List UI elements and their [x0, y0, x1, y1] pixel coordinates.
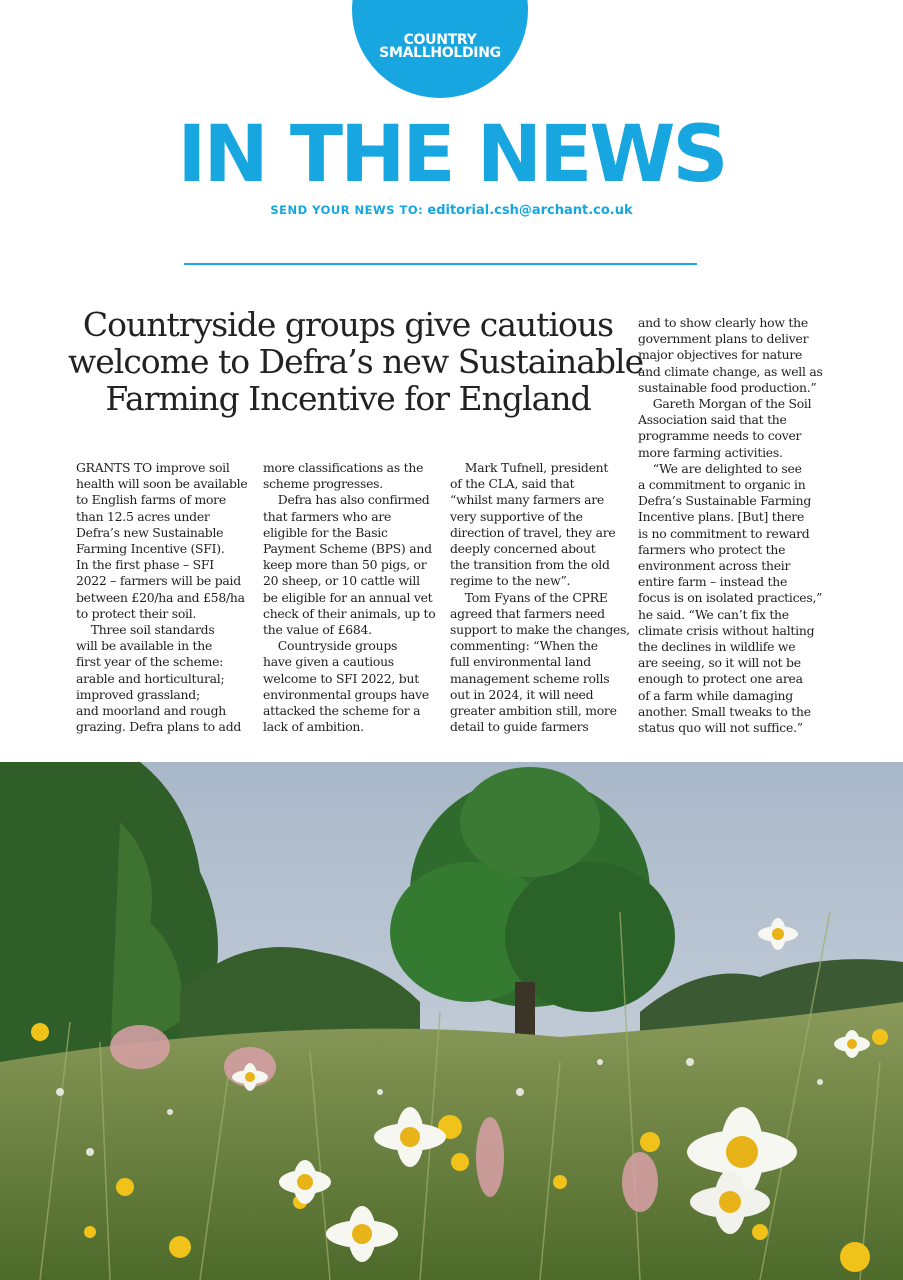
article-line: direction of travel, they are — [450, 524, 616, 540]
article-line: more classifications as the — [263, 460, 424, 475]
article-line: climate crisis without halting — [638, 622, 815, 638]
article-line: scheme progresses. — [263, 476, 383, 492]
article-line: check of their animals, up to — [263, 605, 436, 621]
article-line: focus is on isolated practices,” — [638, 590, 823, 606]
article-line: of a farm while damaging — [638, 687, 793, 703]
article-line: to English farms of more — [76, 492, 226, 508]
section-title: IN THE NEWS — [177, 110, 726, 200]
article-line: detail to guide farmers — [450, 719, 589, 735]
article-line: “We are delighted to see — [638, 460, 802, 476]
article-line: keep more than 50 pigs, or — [263, 557, 427, 573]
article-line: to protect their soil. — [76, 605, 197, 621]
article-line: Association said that the — [638, 412, 787, 428]
article-line: farmers who protect the — [638, 541, 786, 557]
article-line: programme needs to cover — [638, 428, 802, 444]
article-line: arable and horticultural; — [76, 670, 225, 686]
article-line: that farmers who are — [263, 508, 392, 524]
article-line: full environmental land — [450, 654, 591, 670]
brand-line-2: SMALLHOLDING — [379, 45, 501, 61]
article-column-4 — [638, 315, 823, 736]
article-column-3 — [450, 460, 630, 735]
article-line: than 12.5 acres under — [76, 508, 210, 524]
article-line: Three soil standards — [76, 622, 215, 638]
article-line: government plans to deliver — [638, 331, 809, 347]
article-line: support to make the changes, — [450, 622, 630, 638]
article-line: welcome to SFI 2022, but — [263, 670, 419, 686]
article-line: improved grassland; — [76, 686, 200, 702]
section-divider — [184, 263, 697, 265]
article-line: Incentive plans. [But] there — [638, 509, 805, 525]
article-line: and moorland and rough — [76, 703, 227, 719]
article-line: attacked the scheme for a — [263, 703, 421, 719]
article-line: regime to the new”. — [450, 573, 571, 589]
headline-line: welcome to Defra’s new Sustainable — [68, 342, 644, 381]
article-line: Gareth Morgan of the Soil — [638, 396, 812, 412]
article-line: GRANTS TO improve soil — [76, 460, 230, 475]
article-line: Defra’s Sustainable Farming — [638, 493, 812, 509]
article-line: Defra’s new Sustainable — [76, 524, 224, 540]
article-line: very supportive of the — [450, 508, 583, 524]
article-line: commenting: “When the — [450, 638, 598, 654]
article-line: agreed that farmers need — [450, 605, 605, 621]
article-line: Defra has also confirmed — [263, 492, 430, 508]
article-line: entire farm – instead the — [638, 574, 788, 590]
article-line: greater ambition still, more — [450, 703, 617, 719]
article-line: and climate change, as well as — [638, 363, 823, 379]
article-line: 20 sheep, or 10 cattle will — [263, 573, 420, 589]
article-line: another. Small tweaks to the — [638, 703, 811, 719]
article-line: grazing. Defra plans to add — [76, 719, 242, 735]
article-column-2 — [263, 460, 435, 735]
article-line: deeply concerned about — [450, 541, 596, 557]
article-line: is no commitment to reward — [638, 525, 810, 541]
article-line: eligible for the Basic — [263, 524, 388, 540]
article-line: are seeing, so it will not be — [638, 655, 801, 671]
article-line: major objectives for nature — [638, 347, 803, 363]
meadow-photo — [0, 762, 903, 1280]
article-headline — [68, 305, 644, 418]
article-line: between £20/ha and £58/ha — [76, 589, 245, 605]
article-line: the value of £684. — [263, 622, 372, 638]
article-line: environmental groups have — [263, 686, 429, 702]
article-line: management scheme rolls — [450, 670, 610, 686]
article-line: Farming Incentive (SFI). — [76, 541, 225, 557]
article-line: the declines in wildlife we — [638, 639, 796, 655]
brand-line-1: COUNTRY — [403, 32, 477, 48]
brand-logo — [352, 34, 528, 60]
article-line: In the first phase – SFI — [76, 557, 214, 573]
article-line: “whilst many farmers are — [450, 492, 605, 508]
article-line: status quo will not suffice.” — [638, 720, 803, 736]
send-news-email[interactable]: editorial.csh@archant.co.uk — [427, 203, 633, 218]
article-line: Payment Scheme (BPS) and — [263, 541, 432, 557]
send-news-line — [0, 203, 903, 218]
article-line: sustainable food production.” — [638, 379, 817, 395]
article-line: have given a cautious — [263, 654, 394, 670]
article-line: be eligible for an annual vet — [263, 589, 433, 605]
article-line: out in 2024, it will need — [450, 686, 594, 702]
article-line: of the CLA, said that — [450, 476, 575, 492]
article-line: Tom Fyans of the CPRE — [450, 589, 608, 605]
article-line: lack of ambition. — [263, 719, 364, 735]
article-line: he said. “We can’t fix the — [638, 606, 789, 622]
article-column-1 — [76, 460, 247, 735]
article-line: health will soon be available — [76, 476, 248, 492]
article-line: a commitment to organic in — [638, 477, 806, 493]
headline-line: Countryside groups give cautious — [82, 305, 614, 344]
article-line: more farming activities. — [638, 444, 783, 460]
article-line: will be available in the — [76, 638, 213, 654]
send-news-label: SEND YOUR NEWS TO: — [270, 203, 424, 217]
article-line: enough to protect one area — [638, 671, 803, 687]
brand-badge — [352, 0, 528, 98]
article-line: environment across their — [638, 558, 791, 574]
article-line: Countryside groups — [263, 638, 398, 654]
article-line: first year of the scheme: — [76, 654, 224, 670]
article-line: Mark Tufnell, president — [450, 460, 609, 475]
article-line: the transition from the old — [450, 557, 610, 573]
article-line: and to show clearly how the — [638, 315, 808, 330]
article-line: 2022 – farmers will be paid — [76, 573, 241, 589]
headline-line: Farming Incentive for England — [105, 379, 591, 418]
